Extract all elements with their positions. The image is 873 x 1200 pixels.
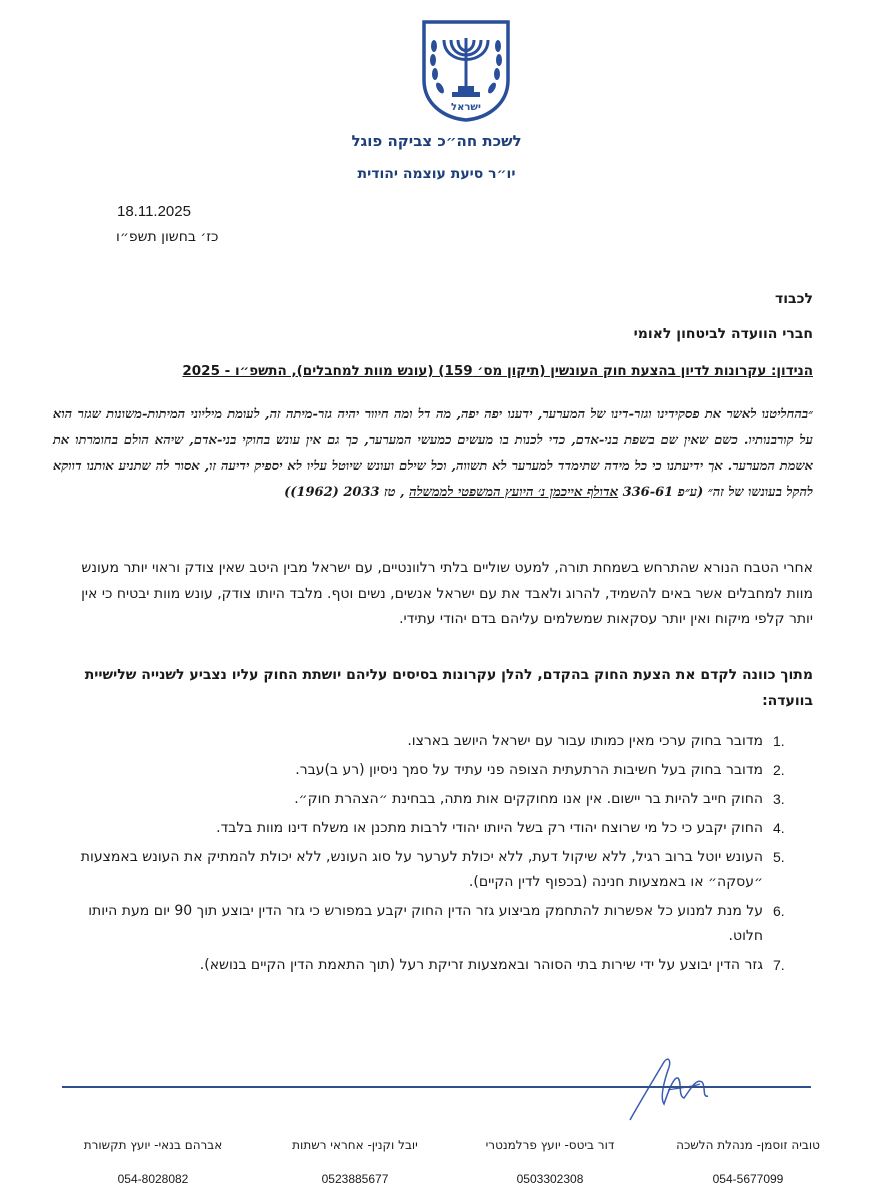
- recipient-committee: חברי הוועדה לביטחון לאומי: [633, 326, 813, 342]
- list-text: החוק חייב להיות בר יישום. אין אנו מחוקקים אות מתה, בבחינת ״הצהרת חוק״.: [294, 791, 763, 807]
- quote-block: [53, 402, 813, 506]
- signature-icon: [618, 1048, 718, 1128]
- list-text: העונש יוטל ברוב רגיל, ללא שיקול דעת, ללא יכולת לערער על סוג העונש, ללא יכולת להמתיק את העונש באמצעות ״עסקה״ או באמצעות חנינה (בכפוף לדין הקיים).: [80, 849, 763, 890]
- list-number: 5.: [773, 849, 785, 865]
- date-gregorian: 18.11.2025: [117, 203, 191, 220]
- list-item: [63, 787, 813, 812]
- emblem-text: ישראל: [451, 102, 481, 113]
- list-item: [63, 729, 813, 754]
- list-text: על מנת למנוע כל אפשרות להתחמק מביצוע גזר הדין החוק יקבע במפורש כי גזר הדין יבוצע תוך 90 יום מעת היותו חלוט.: [88, 903, 763, 944]
- staff-name: אברהם בנאי- יועץ תקשורת: [83, 1138, 223, 1152]
- list-number: 1.: [773, 733, 785, 749]
- staff-name: טוביה זוסמן- מנהלת הלשכה: [676, 1138, 820, 1152]
- list-number: 7.: [773, 957, 785, 973]
- footer-divider: [62, 1086, 811, 1088]
- citation-name: אדולף אייכמן נ׳ היועץ המשפטי לממשלה: [409, 485, 619, 500]
- list-item: [63, 953, 813, 978]
- state-emblem-icon: [420, 18, 512, 122]
- office-subtitle: יו״ר סיעת עוצמה יהודית: [357, 166, 516, 182]
- list-text: החוק יקבע כי כל מי שרוצח יהודי רק בשל היותו יהודי לרבות מתכנן או משלח דינו מוות בלבד.: [216, 820, 763, 836]
- subject-line: הנידון: עקרונות לדיון בהצעת חוק העונשין (תיקון מס׳ 159) (עונש מוות למחבלים), התשפ״ו - 2025: [182, 363, 813, 379]
- list-number: 2.: [773, 762, 785, 778]
- list-number: 3.: [773, 791, 785, 807]
- staff-phone: 0503302308: [516, 1172, 584, 1186]
- list-item: [63, 899, 813, 949]
- office-title: לשכת חה״כ צביקה פוגל: [351, 132, 522, 150]
- list-text: מדובר בחוק בעל חשיבות הרתעתית הצופה פני עתיד על סמך ניסיון (רע ב)עבר.: [295, 762, 763, 778]
- list-number: 4.: [773, 820, 785, 836]
- list-text: מדובר בחוק ערכי מאין כמותו עבור עם ישראל היושב בארצו.: [407, 733, 763, 749]
- list-item: [63, 845, 813, 895]
- staff-name: יובל וקנין- אחראי רשתות: [292, 1138, 418, 1152]
- date-hebrew: כז׳ בחשון תשפ״ו: [116, 229, 219, 245]
- staff-phone: 0523885677: [321, 1172, 389, 1186]
- staff-phone: 054-8028082: [117, 1172, 189, 1186]
- list-item: [63, 758, 813, 783]
- principles-intro: מתוך כוונה לקדם את הצעת החוק בהקדם, להלן עקרונות בסיסים עליהם יושתת החוק עליו נצביע לשנייה שלישיית בוועדה:: [84, 667, 813, 709]
- staff-phone: 054-5677099: [712, 1172, 784, 1186]
- staff-name: דור ביטס- יועץ פרלמנטרי: [485, 1138, 615, 1152]
- list-text: גזר הדין יבוצע על ידי שירות בתי הסוהר ובאמצעות זריקת רעל (תוך התאמת הדין הקיים בנושא).: [199, 957, 763, 973]
- principles-list: [63, 729, 813, 982]
- list-number: 6.: [773, 903, 785, 919]
- citation-prefix: (ע״פ 336-61: [618, 485, 704, 500]
- to-label: לכבוד: [775, 291, 813, 307]
- list-item: [63, 816, 813, 841]
- citation-suffix: , טז 2033 (1962)): [284, 485, 410, 500]
- body-paragraph: אחרי הטבח הנורא שהתרחש בשמחת תורה, למעט שוליים בלתי רלוונטיים, עם ישראל מבין היטב שאין צודק וראוי יותר מעונש מוות למחבלים אשר באים להשמיד, להרוג ולאבד את עם ישראל אנשים, נשים וטף. מלבד היותו צודק, עונש מוות יבטיח כי אין יותר קלפי מיקוח ואין יותר עסקאות שמשלמים עליהם בדם יהודי עתידי.: [81, 560, 813, 627]
- quote-text: ״בהחליטנו לאשר את פסקידינו וגזר-דינו של המערער, ידענו יפה יפה, מה דל ומה חיוור יהיה גזר-מיתה זה, לעומת מיליוני המיתות-משונות שגזר הוא על קורבנותיו. כשם שאין שם בשפת בני-אדם, כדי לכנות בו מעשים כמעשי המערער, כך גם אין עונש בחוקי בני-אדם, שיהא הולם בחומרתו את אשמת המערער. אך ידיעתנו כי כל מידה שתימדד למערער לא תשווה, וכל שילם ועונש שיוטל עליו לא יספיק ידיעה זו, אסור לה שתניע אותנו דווקא להקל בעונשו של זה״: [53, 407, 813, 500]
